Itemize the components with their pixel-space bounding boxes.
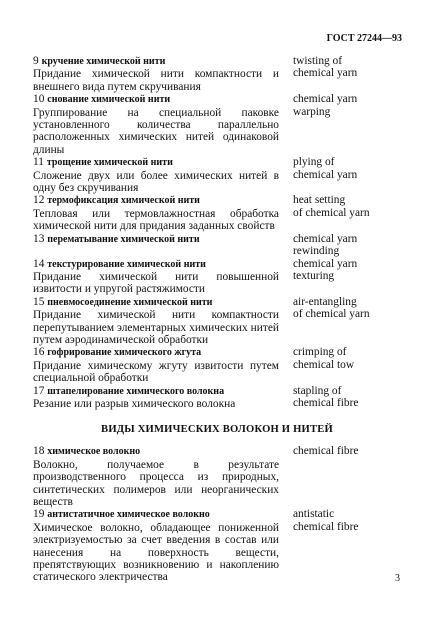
term-russian: антистатичное химическое волокно — [47, 509, 210, 521]
term-definition: Тепловая или термовлажностная обработка химической нити для придания заданных свойств — [33, 207, 279, 233]
term-russian: штапелирование химического волокна — [47, 385, 225, 397]
entry-heading — [33, 385, 279, 398]
glossary-entry — [33, 346, 401, 384]
term-english-line: antistatic — [293, 508, 335, 521]
term-definition: Химическое волокно, обладающее пониженной электризуемостью за счет введения в состав или нанесения на поверхность вещести, препятствующих возникновению и накоплению статического электричества — [33, 521, 279, 584]
entry-heading — [33, 258, 279, 271]
russian-term-block — [33, 346, 279, 384]
term-definition: Группирование на специальной паковке установленного количества параллельно расположенных химических нитей одинаковой длины — [33, 106, 279, 156]
term-english — [293, 385, 401, 411]
term-english-line: stapling of — [293, 384, 342, 397]
entry-number: 16 — [33, 346, 45, 359]
term-english — [293, 156, 401, 194]
term-english-line: of chemical yarn — [293, 206, 370, 219]
entry-number: 13 — [33, 232, 45, 245]
term-russian: трощение химической нити — [46, 157, 173, 169]
entry-heading — [33, 93, 279, 106]
page-number: 3 — [395, 573, 400, 584]
russian-term-block — [33, 296, 279, 347]
entry-heading — [33, 296, 279, 309]
term-english — [293, 508, 401, 583]
entry-heading — [33, 55, 279, 68]
standard-header: ГОСТ 27244—93 — [326, 33, 402, 44]
entry-number: 17 — [33, 384, 45, 397]
russian-term-block — [33, 508, 279, 583]
entry-number: 10 — [33, 93, 45, 106]
term-russian: химическое волокно — [47, 446, 141, 458]
term-russian: термофиксация химической нити — [47, 195, 200, 207]
glossary-entry — [33, 194, 401, 232]
term-english-line: chemical fibre — [293, 520, 359, 533]
term-english-line: chemical yarn — [293, 232, 358, 245]
term-english-line: chemical tow — [293, 358, 355, 371]
entry-number: 12 — [33, 194, 45, 207]
term-russian: пневмосоединение химической нити — [47, 296, 213, 308]
term-english-line: plying of — [293, 156, 335, 169]
glossary-entry — [33, 55, 401, 93]
russian-term-block — [33, 385, 279, 411]
russian-term-block — [33, 258, 279, 296]
entry-heading — [33, 156, 279, 169]
entry-heading — [33, 445, 279, 458]
russian-term-block — [33, 445, 279, 508]
entry-number: 9 — [33, 55, 39, 67]
term-english-line: heat setting — [293, 194, 346, 207]
russian-term-block — [33, 55, 279, 93]
term-english — [293, 445, 401, 508]
glossary-entry — [33, 156, 401, 194]
term-english-line: rewinding — [293, 245, 340, 258]
entry-number: 19 — [33, 508, 45, 521]
glossary-entry — [33, 296, 401, 347]
russian-term-block — [33, 93, 279, 156]
glossary-entry — [33, 258, 401, 296]
term-russian: гофрирование химического жгута — [47, 347, 202, 359]
section-title: ВИДЫ ХИМИЧЕСКИХ ВОЛОКОН И НИТЕЙ — [101, 424, 333, 436]
term-english — [293, 346, 401, 384]
entry-number: 14 — [33, 257, 45, 270]
glossary-entry — [33, 233, 401, 258]
term-definition: Сложение двух или более химических нитей в одну без скручивания — [33, 169, 279, 195]
entry-heading — [33, 508, 279, 521]
entry-heading — [33, 233, 279, 246]
term-definition: Придание химической нити повышенной извитости и упругой растяжимости — [33, 270, 279, 296]
term-english-line: chemical fibre — [293, 445, 359, 458]
entry-number: 18 — [33, 445, 45, 458]
term-definition: Резание или разрыв химического волокна — [33, 397, 236, 410]
russian-term-block — [33, 194, 279, 232]
term-definition: Придание химическому жгуту извитости путем специальной обработки — [33, 359, 279, 385]
fibre-type-terms — [33, 445, 401, 583]
glossary-entry — [33, 508, 401, 583]
term-english — [293, 296, 401, 347]
term-english-line: chemical yarn — [293, 257, 358, 270]
term-russian: снование химической нити — [47, 94, 171, 106]
entry-number: 15 — [33, 295, 45, 308]
term-english-line: air-entangling — [293, 295, 357, 308]
entry-heading — [33, 346, 279, 359]
term-english — [293, 258, 401, 296]
glossary-entry — [33, 445, 401, 508]
term-english-line: chemical yarn — [293, 93, 358, 106]
term-definition: Придание химической нити компактности и внешнего вида путем скручивания — [33, 68, 279, 93]
term-russian: текстурирование химической нити — [47, 258, 206, 270]
term-english-line: texturing — [293, 269, 335, 282]
term-english — [293, 233, 401, 258]
term-definition: Придание химической нити компактности перепутыванием элементарных химических нитей путем аэродинамической обработки — [33, 309, 279, 346]
term-english — [293, 93, 401, 156]
term-definition: Волокно, получаемое в результате производственного процесса из природных, синтетических полимеров или неорганических веществ — [33, 458, 279, 508]
glossary-entry — [33, 93, 401, 156]
term-english — [293, 55, 401, 93]
term-russian: кручение химической нити — [41, 56, 166, 67]
process-terms — [33, 55, 401, 410]
term-english-line: of chemical yarn — [293, 308, 370, 321]
russian-term-block — [33, 156, 279, 194]
term-english-line: chemical yarn — [293, 67, 358, 80]
term-english-line: warping — [293, 105, 331, 118]
term-english — [293, 194, 401, 232]
russian-term-block — [33, 233, 279, 258]
term-russian: перематывание химической нити — [47, 233, 200, 245]
entry-heading — [33, 194, 279, 207]
term-english-line: twisting of — [293, 55, 343, 67]
term-english-line: chemical yarn — [293, 168, 358, 181]
entry-number: 11 — [33, 156, 44, 169]
term-english-line: crimping of — [293, 346, 347, 359]
term-english-line: chemical fibre — [293, 396, 359, 409]
glossary-entries — [33, 55, 401, 584]
glossary-entry — [33, 385, 401, 411]
